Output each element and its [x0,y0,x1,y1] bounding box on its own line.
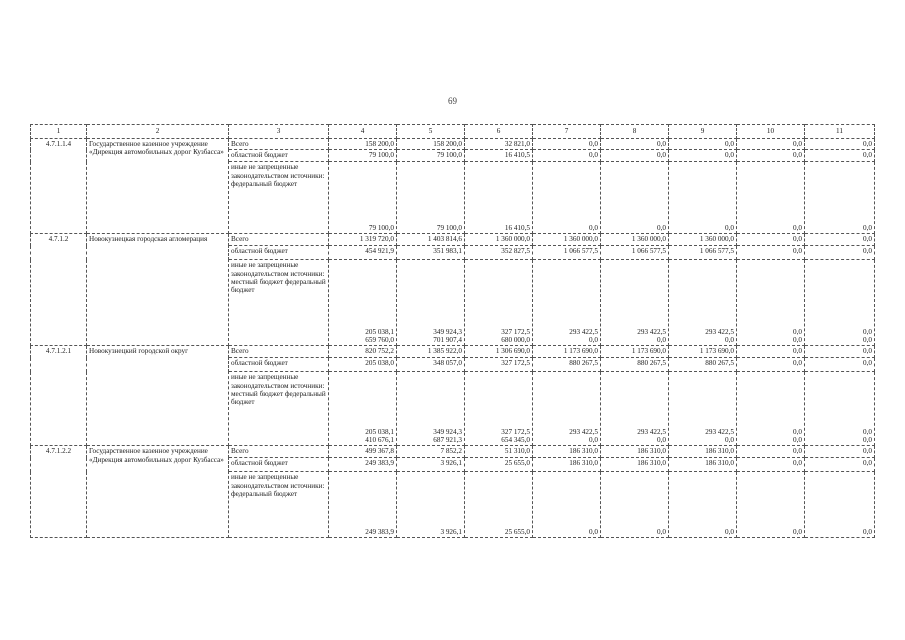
value-cell: 3 926,1 [397,472,465,538]
value-cell: 880 267,5 [601,358,669,372]
value-cell: 0,0 [533,139,601,150]
value-cell: 79 100,0 [329,162,397,234]
value-cell: 0,0 [805,150,875,162]
column-header: 10 [737,125,805,139]
table-row [31,139,875,150]
value-cell: 349 924,3 701 907,4 [397,260,465,346]
column-header: 8 [601,125,669,139]
row-name: Новокузнецкая городская агломерация [87,234,229,346]
value-cell: 0,0 [533,162,601,234]
column-header: 3 [229,125,329,139]
value-cell: 186 310,0 [533,446,601,458]
value-cell: 186 310,0 [669,446,737,458]
budget-table [30,124,875,538]
value-cell: 0,0 [805,234,875,246]
value-cell: 352 827,5 [465,246,533,260]
value-cell: 0,0 0,0 [805,372,875,446]
value-cell: 158 200,0 [397,139,465,150]
value-cell: 25 655,0 [465,458,533,472]
row-code: 4.7.1.2 [31,234,87,346]
value-cell: 158 200,0 [329,139,397,150]
column-header: 1 [31,125,87,139]
value-cell: 293 422,5 0,0 [533,260,601,346]
column-header: 9 [669,125,737,139]
value-cell: 0,0 [805,472,875,538]
funding-source-label: Всего [229,446,329,458]
value-cell: 1 319 720,0 [329,234,397,246]
value-cell: 0,0 [737,358,805,372]
row-name: Новокузнецкий городской округ [87,346,229,446]
row-name: Государственное казенное учреждение «Дирекция автомобильных дорог Кузбасса» [87,446,229,538]
table-row [31,346,875,358]
value-cell: 348 057,0 [397,358,465,372]
value-cell: 0,0 0,0 [737,372,805,446]
value-cell: 1 066 577,5 [601,246,669,260]
value-cell: 293 422,5 0,0 [601,372,669,446]
value-cell: 1 173 690,0 [533,346,601,358]
value-cell: 0,0 [805,346,875,358]
funding-source-label: Всего [229,234,329,246]
value-cell: 205 038,1 410 676,1 [329,372,397,446]
value-cell: 0,0 0,0 [737,260,805,346]
funding-source-label: Всего [229,346,329,358]
column-header: 6 [465,125,533,139]
value-cell: 0,0 [601,162,669,234]
value-cell: 16 410,5 [465,150,533,162]
row-code: 4.7.1.1.4 [31,139,87,234]
value-cell: 0,0 [805,162,875,234]
value-cell: 205 038,0 [329,358,397,372]
value-cell: 0,0 [737,346,805,358]
header-row [31,125,875,139]
value-cell: 1 403 814,6 [397,234,465,246]
funding-source-label: областной бюджет [229,150,329,162]
value-cell: 1 066 577,5 [533,246,601,260]
value-cell: 1 385 922,0 [397,346,465,358]
value-cell: 293 422,5 0,0 [669,372,737,446]
column-header: 2 [87,125,229,139]
value-cell: 880 267,5 [533,358,601,372]
value-cell: 499 367,8 [329,446,397,458]
page-number: 69 [448,96,457,106]
value-cell: 0,0 0,0 [805,260,875,346]
value-cell: 0,0 [805,458,875,472]
value-cell: 0,0 [533,472,601,538]
value-cell: 0,0 [737,139,805,150]
value-cell: 186 310,0 [533,458,601,472]
value-cell: 0,0 [601,150,669,162]
value-cell: 0,0 [737,162,805,234]
value-cell: 0,0 [805,246,875,260]
funding-source-label: иные не запрещенные законодательством источники: местный бюджет федеральный бюджет [229,372,329,446]
value-cell: 1 306 690,0 [465,346,533,358]
funding-source-label: областной бюджет [229,358,329,372]
value-cell: 1 360 000,0 [465,234,533,246]
value-cell: 0,0 [737,458,805,472]
value-cell: 186 310,0 [601,446,669,458]
value-cell: 0,0 [805,446,875,458]
value-cell: 1 066 577,5 [669,246,737,260]
value-cell: 880 267,5 [669,358,737,372]
value-cell: 186 310,0 [601,458,669,472]
value-cell: 249 383,9 [329,472,397,538]
value-cell: 79 100,0 [397,162,465,234]
value-cell: 0,0 [669,150,737,162]
value-cell: 1 360 000,0 [601,234,669,246]
column-header: 5 [397,125,465,139]
value-cell: 351 983,1 [397,246,465,260]
column-header: 4 [329,125,397,139]
value-cell: 0,0 [737,472,805,538]
column-header: 11 [805,125,875,139]
funding-source-label: иные не запрещенные законодательством источники: местный бюджет федеральный бюджет [229,260,329,346]
value-cell: 0,0 [601,139,669,150]
value-cell: 0,0 [805,358,875,372]
value-cell: 349 924,3 687 921,3 [397,372,465,446]
value-cell: 0,0 [669,139,737,150]
funding-source-label: Всего [229,139,329,150]
value-cell: 79 100,0 [397,150,465,162]
value-cell: 32 821,0 [465,139,533,150]
row-name: Государственное казенное учреждение «Дирекция автомобильных дорог Кузбасса» [87,139,229,234]
value-cell: 0,0 [737,150,805,162]
value-cell: 51 310,0 [465,446,533,458]
value-cell: 327 172,5 654 345,0 [465,372,533,446]
value-cell: 0,0 [737,446,805,458]
value-cell: 0,0 [737,234,805,246]
value-cell: 293 422,5 0,0 [601,260,669,346]
value-cell: 454 921,9 [329,246,397,260]
row-code: 4.7.1.2.2 [31,446,87,538]
value-cell: 1 360 000,0 [533,234,601,246]
value-cell: 820 752,2 [329,346,397,358]
value-cell: 293 422,5 0,0 [669,260,737,346]
value-cell: 1 173 690,0 [669,346,737,358]
value-cell: 205 038,1 659 760,0 [329,260,397,346]
value-cell: 25 655,0 [465,472,533,538]
funding-source-label: иные не запрещенные законодательством источники: федеральный бюджет [229,472,329,538]
value-cell: 327 172,5 680 000,0 [465,260,533,346]
table-row [31,234,875,246]
value-cell: 327 172,5 [465,358,533,372]
table-row [31,446,875,458]
funding-source-label: иные не запрещенные законодательством источники: федеральный бюджет [229,162,329,234]
value-cell: 3 926,1 [397,458,465,472]
value-cell: 79 100,0 [329,150,397,162]
value-cell: 293 422,5 0,0 [533,372,601,446]
row-code: 4.7.1.2.1 [31,346,87,446]
funding-source-label: областной бюджет [229,246,329,260]
value-cell: 0,0 [737,246,805,260]
value-cell: 0,0 [805,139,875,150]
value-cell: 7 852,2 [397,446,465,458]
funding-source-label: областной бюджет [229,458,329,472]
value-cell: 16 410,5 [465,162,533,234]
value-cell: 0,0 [533,150,601,162]
column-header: 7 [533,125,601,139]
value-cell: 1 173 690,0 [601,346,669,358]
value-cell: 1 360 000,0 [669,234,737,246]
value-cell: 186 310,0 [669,458,737,472]
table-body [31,125,875,538]
value-cell: 0,0 [669,472,737,538]
value-cell: 0,0 [669,162,737,234]
value-cell: 249 383,9 [329,458,397,472]
value-cell: 0,0 [601,472,669,538]
